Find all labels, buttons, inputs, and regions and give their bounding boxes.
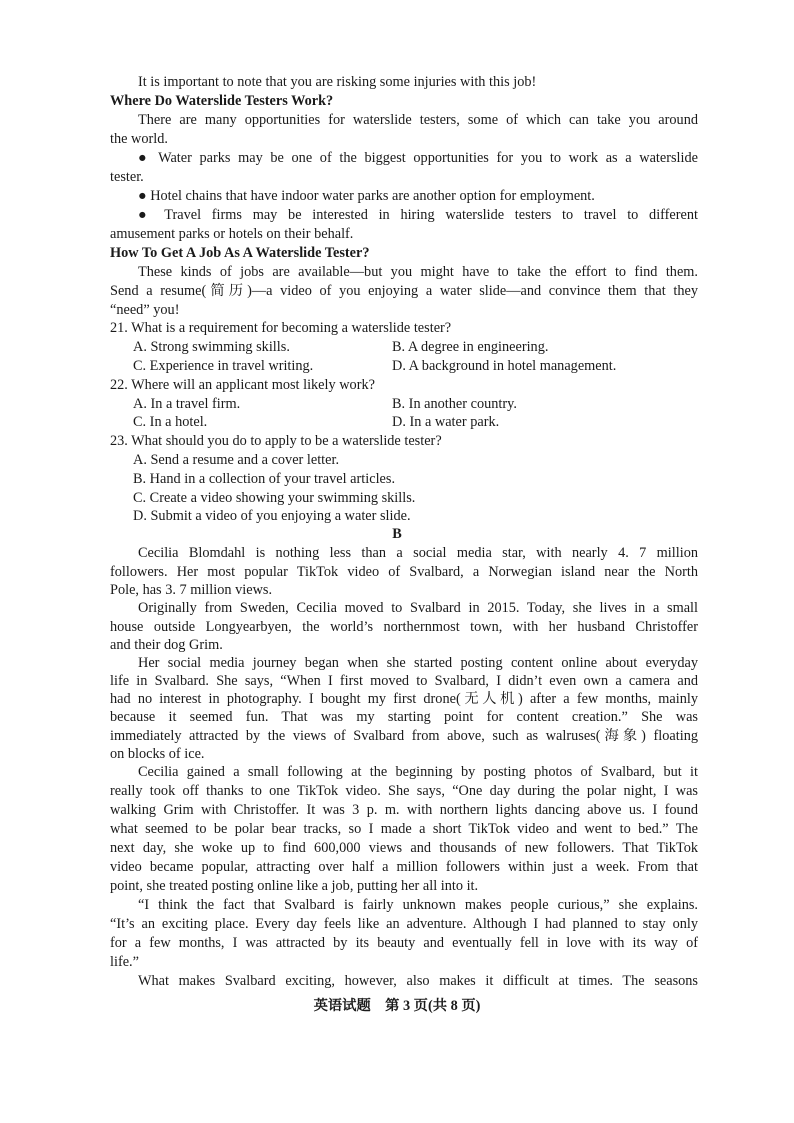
paragraph-line: life in Svalbard. She says, “When I first moved to Svalbard, I didn’t even own a camera and [110, 673, 698, 689]
question-option: C. Create a video showing your swimming skills. [133, 490, 416, 506]
question-option: C. In a hotel. [133, 414, 208, 430]
question-option: B. A degree in engineering. [392, 339, 549, 355]
paragraph-line: life.” [110, 954, 139, 970]
bullet-item: ● Travel firms may be interested in hiring waterslide testers to travel to different [138, 207, 698, 223]
section-heading-how: How To Get A Job As A Waterslide Tester? [110, 245, 370, 261]
bullet-item: ● Hotel chains that have indoor water parks are another option for employment. [138, 188, 595, 204]
paragraph-line: for a few months, I was attracted by its beauty and eventually fell in love with its way of [110, 935, 698, 951]
paragraph-line: Cecilia gained a small following at the beginning by posting photos of Svalbard, but it [138, 764, 698, 780]
paragraph-line: What makes Svalbard exciting, however, also makes it difficult at times. The seasons [138, 973, 698, 989]
paragraph-line: Send a resume(简历)—a video of you enjoying a water slide—and convince them that they [110, 283, 698, 299]
question-option: D. Submit a video of you enjoying a water slide. [133, 508, 411, 524]
paragraph-line: on blocks of ice. [110, 746, 205, 762]
paragraph-line: walking Grim with Christoffer. It was 3 p. m. with northern lights dancing above us. I found [110, 802, 698, 818]
paragraph-line: followers. Her most popular TikTok video of Svalbard, a Norwegian island near the North [110, 564, 698, 580]
paragraph-line: next day, she woke up to find 600,000 views and thousands of new followers. That TikTok [110, 840, 698, 856]
intro-line: It is important to note that you are risking some injuries with this job! [138, 74, 537, 90]
question-option: A. Send a resume and a cover letter. [133, 452, 340, 468]
paragraph-line: house outside Longyearbyen, the world’s northernmost town, with her husband Christoffer [110, 619, 698, 635]
paragraph-line: had no interest in photography. I bought my first drone(无人机) after a few months, mainly [110, 691, 698, 707]
paragraph-line: video became popular, attracting over half a million followers within just a week. From that [110, 859, 698, 875]
paragraph-line: really took off thanks to one TikTok video. She says, “One day during the polar night, I was [110, 783, 698, 799]
paragraph-line: “I think the fact that Svalbard is fairly unknown makes people curious,” she explains. [138, 897, 698, 913]
bullet-item: ● Water parks may be one of the biggest opportunities for you to work as a waterslide [138, 150, 698, 166]
question-stem-21: 21. What is a requirement for becoming a waterslide tester? [110, 320, 452, 336]
bullet-item-cont: amusement parks or hotels on their behalf. [110, 226, 354, 242]
paragraph-line: and their dog Grim. [110, 637, 223, 653]
question-option: B. In another country. [392, 396, 517, 412]
section-heading-where: Where Do Waterslide Testers Work? [110, 93, 334, 109]
question-option: C. Experience in travel writing. [133, 358, 314, 374]
question-option: A. Strong swimming skills. [133, 339, 290, 355]
paragraph-line: the world. [110, 131, 168, 147]
paragraph-line: point, she treated posting online like a job, putting her all into it. [110, 878, 479, 894]
paragraph-line: There are many opportunities for waterslide testers, some of which can take you around [138, 112, 698, 128]
question-stem-23: 23. What should you do to apply to be a waterslide tester? [110, 433, 442, 449]
question-stem-22: 22. Where will an applicant most likely work? [110, 377, 375, 393]
paragraph-line: Originally from Sweden, Cecilia moved to Svalbard in 2015. Today, she lives in a small [138, 600, 698, 616]
paragraph-line: Cecilia Blomdahl is nothing less than a social media star, with nearly 4. 7 million [138, 545, 698, 561]
paragraph-line: Her social media journey began when she started posting content online about everyday [138, 655, 698, 671]
paragraph-line: Pole, has 3. 7 million views. [110, 582, 273, 598]
question-option: D. A background in hotel management. [392, 358, 617, 374]
passage-label: B [392, 526, 402, 542]
paragraph-line: what seemed to be polar bear tracks, so I made a short TikTok video and went to bed.” The [110, 821, 698, 837]
paragraph-line: “It’s an exciting place. Every day feels like an adventure. Although I had planned to stay only [110, 916, 698, 932]
question-option: D. In a water park. [392, 414, 500, 430]
question-option: A. In a travel firm. [133, 396, 241, 412]
paragraph-line: These kinds of jobs are available—but you might have to take the effort to find them. [138, 264, 698, 280]
paragraph-line: immediately attracted by the views of Svalbard from above, such as walruses(海象) floating [110, 728, 698, 744]
bullet-item-cont: tester. [110, 169, 144, 185]
paragraph-line: “need” you! [110, 302, 180, 318]
page-footer: 英语试题 第 3 页(共 8 页) [313, 998, 481, 1014]
question-option: B. Hand in a collection of your travel articles. [133, 471, 396, 487]
paragraph-line: because it seemed fun. That was my starting point for content creation.” She was [110, 709, 698, 725]
